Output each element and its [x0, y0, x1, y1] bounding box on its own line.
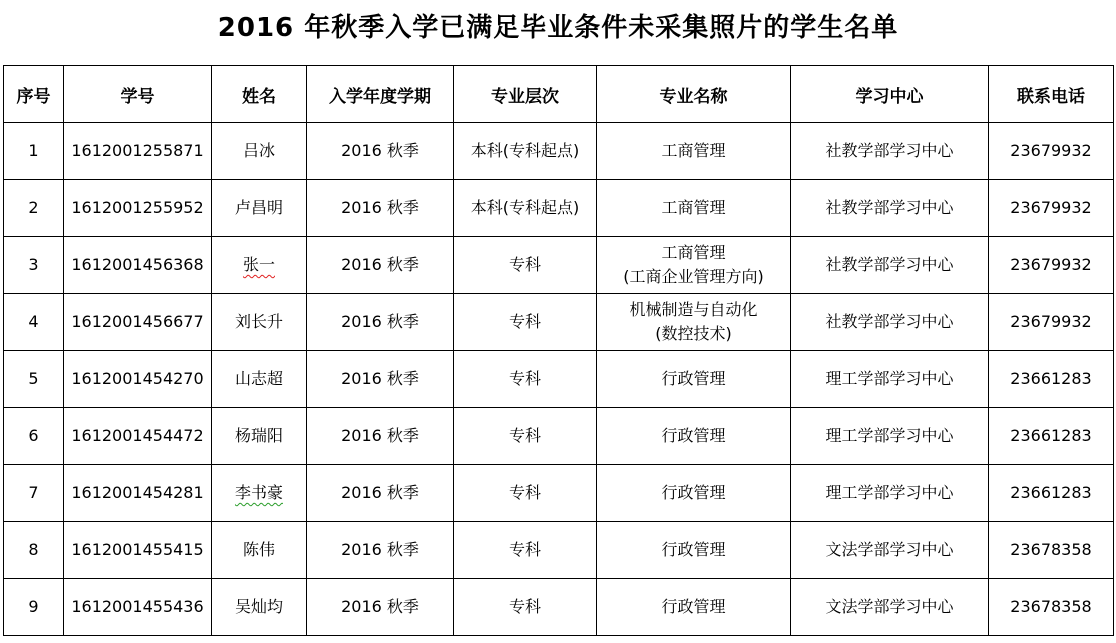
cell-level: 专科 [454, 579, 597, 636]
major-line: 行政管理 [661, 597, 726, 616]
cell-student-id: 1612001456677 [64, 294, 212, 351]
cell-student-id: 1612001454281 [64, 465, 212, 522]
cell-name: 吕冰 [212, 123, 307, 180]
table-row [4, 351, 1114, 408]
cell-major [597, 237, 791, 294]
page-title: 2016 年秋季入学已满足毕业条件未采集照片的学生名单 [217, 13, 899, 43]
cell-term: 2016 秋季 [307, 180, 454, 237]
cell-student-id: 1612001456368 [64, 237, 212, 294]
cell-term: 2016 秋季 [307, 579, 454, 636]
cell-level: 专科 [454, 294, 597, 351]
cell-center: 理工学部学习中心 [791, 408, 989, 465]
cell-index: 1 [4, 123, 64, 180]
cell-index: 9 [4, 579, 64, 636]
major-subline: (工商企业管理方向) [623, 267, 764, 286]
cell-center: 社教学部学习中心 [791, 123, 989, 180]
major-line: 行政管理 [661, 369, 726, 388]
cell-major [597, 180, 791, 237]
header-name: 姓名 [212, 66, 307, 123]
cell-index: 4 [4, 294, 64, 351]
cell-major [597, 408, 791, 465]
cell-major [597, 465, 791, 522]
cell-student-id: 1612001455415 [64, 522, 212, 579]
cell-level: 专科 [454, 408, 597, 465]
cell-name: 卢昌明 [212, 180, 307, 237]
cell-major [597, 522, 791, 579]
major-line: 行政管理 [661, 483, 726, 502]
cell-level: 本科(专科起点) [454, 180, 597, 237]
cell-name: 吴灿均 [212, 579, 307, 636]
cell-index: 6 [4, 408, 64, 465]
table-row [4, 522, 1114, 579]
student-table [3, 65, 1114, 636]
cell-level: 专科 [454, 237, 597, 294]
name-spellcheck-text: 张一 [242, 255, 275, 274]
cell-name: 杨瑞阳 [212, 408, 307, 465]
cell-level: 本科(专科起点) [454, 123, 597, 180]
major-line: 行政管理 [661, 426, 726, 445]
cell-name [212, 237, 307, 294]
header-term: 入学年度学期 [307, 66, 454, 123]
major-line: 工商管理 [661, 243, 726, 262]
cell-level: 专科 [454, 522, 597, 579]
cell-major [597, 579, 791, 636]
cell-index: 7 [4, 465, 64, 522]
cell-name: 陈伟 [212, 522, 307, 579]
cell-term: 2016 秋季 [307, 237, 454, 294]
table-header-row [4, 66, 1114, 123]
cell-student-id: 1612001454472 [64, 408, 212, 465]
cell-student-id: 1612001255952 [64, 180, 212, 237]
cell-student-id: 1612001455436 [64, 579, 212, 636]
cell-center: 社教学部学习中心 [791, 180, 989, 237]
major-line: 工商管理 [661, 141, 726, 160]
cell-level: 专科 [454, 351, 597, 408]
major-line: 工商管理 [661, 198, 726, 217]
cell-center: 社教学部学习中心 [791, 294, 989, 351]
cell-center: 理工学部学习中心 [791, 465, 989, 522]
table-row [4, 180, 1114, 237]
cell-name: 刘长升 [212, 294, 307, 351]
major-line: 行政管理 [661, 540, 726, 559]
cell-phone: 23679932 [989, 180, 1114, 237]
header-major: 专业名称 [597, 66, 791, 123]
cell-center: 文法学部学习中心 [791, 522, 989, 579]
table-row [4, 408, 1114, 465]
name-grammar-text: 李书豪 [234, 483, 283, 502]
cell-term: 2016 秋季 [307, 351, 454, 408]
cell-phone: 23661283 [989, 408, 1114, 465]
cell-index: 3 [4, 237, 64, 294]
cell-name [212, 465, 307, 522]
header-index: 序号 [4, 66, 64, 123]
cell-term: 2016 秋季 [307, 294, 454, 351]
table-row [4, 294, 1114, 351]
cell-student-id: 1612001255871 [64, 123, 212, 180]
header-center: 学习中心 [791, 66, 989, 123]
cell-major [597, 294, 791, 351]
cell-term: 2016 秋季 [307, 123, 454, 180]
cell-phone: 23679932 [989, 294, 1114, 351]
header-level: 专业层次 [454, 66, 597, 123]
major-line: 机械制造与自动化 [629, 300, 758, 319]
cell-major [597, 351, 791, 408]
table-row [4, 579, 1114, 636]
cell-phone: 23679932 [989, 123, 1114, 180]
cell-center: 文法学部学习中心 [791, 579, 989, 636]
cell-phone: 23678358 [989, 579, 1114, 636]
table-row [4, 465, 1114, 522]
table-row [4, 237, 1114, 294]
table-row [4, 123, 1114, 180]
cell-phone: 23678358 [989, 522, 1114, 579]
cell-term: 2016 秋季 [307, 465, 454, 522]
cell-center: 社教学部学习中心 [791, 237, 989, 294]
header-student-id: 学号 [64, 66, 212, 123]
header-phone: 联系电话 [989, 66, 1114, 123]
cell-student-id: 1612001454270 [64, 351, 212, 408]
cell-term: 2016 秋季 [307, 408, 454, 465]
cell-phone: 23679932 [989, 237, 1114, 294]
cell-term: 2016 秋季 [307, 522, 454, 579]
cell-index: 2 [4, 180, 64, 237]
cell-level: 专科 [454, 465, 597, 522]
cell-index: 8 [4, 522, 64, 579]
cell-center: 理工学部学习中心 [791, 351, 989, 408]
cell-major [597, 123, 791, 180]
cell-name: 山志超 [212, 351, 307, 408]
cell-phone: 23661283 [989, 351, 1114, 408]
major-subline: (数控技术) [655, 324, 732, 343]
cell-index: 5 [4, 351, 64, 408]
cell-phone: 23661283 [989, 465, 1114, 522]
